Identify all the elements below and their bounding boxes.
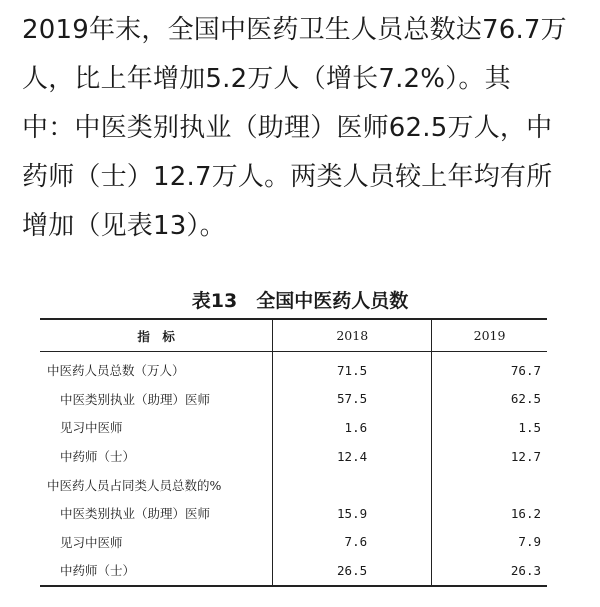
row-name: 中药师（士） xyxy=(60,449,136,465)
cell-2018: 1.6 xyxy=(273,413,432,442)
paragraph-line: 人，比上年增加5.2万人（增长7.2%）。其 xyxy=(22,64,511,94)
personnel-table-container xyxy=(40,318,547,587)
cell-2018: 15.9 xyxy=(273,499,432,528)
header-year-2018: 2018 xyxy=(273,319,432,352)
table-header-row xyxy=(40,319,547,352)
table-row xyxy=(40,470,547,499)
header-indicator: 指 标 xyxy=(137,328,175,344)
row-name: 见习中医师 xyxy=(60,420,123,436)
row-name: 见习中医师 xyxy=(60,534,123,550)
row-name: 中医药人员总数（万人） xyxy=(47,363,185,379)
cell-2019: 7.9 xyxy=(432,528,547,557)
cell-2018: 57.5 xyxy=(273,385,432,414)
cell-2019: 76.7 xyxy=(432,352,547,385)
cell-2018 xyxy=(273,470,432,499)
table-title: 表13 全国中医药人员数 xyxy=(191,290,409,312)
cell-2019: 16.2 xyxy=(432,499,547,528)
cell-2018: 7.6 xyxy=(273,528,432,557)
paragraph-line: 中：中医类别执业（助理）医师62.5万人，中 xyxy=(22,113,553,143)
table-row xyxy=(40,413,547,442)
cell-2019: 62.5 xyxy=(432,385,547,414)
summary-paragraph xyxy=(22,6,582,251)
cell-2018: 26.5 xyxy=(273,556,432,586)
cell-2019: 26.3 xyxy=(432,556,547,586)
row-name: 中医药人员占同类人员总数的% xyxy=(47,477,222,493)
cell-2019 xyxy=(432,470,547,499)
row-name: 中药师（士） xyxy=(60,563,136,579)
table-row xyxy=(40,556,547,586)
paragraph-line: 药师（士）12.7万人。两类人员较上年均有所 xyxy=(22,162,553,192)
table-row xyxy=(40,442,547,471)
paragraph-line: 增加（见表13）。 xyxy=(22,211,226,241)
table-row xyxy=(40,499,547,528)
table-row xyxy=(40,385,547,414)
cell-2019: 1.5 xyxy=(432,413,547,442)
header-year-2019: 2019 xyxy=(432,319,547,352)
cell-2018: 71.5 xyxy=(273,352,432,385)
cell-2018: 12.4 xyxy=(273,442,432,471)
cell-2019: 12.7 xyxy=(432,442,547,471)
table-row xyxy=(40,528,547,557)
personnel-table xyxy=(40,318,547,587)
table-row xyxy=(40,352,547,385)
row-name: 中医类别执业（助理）医师 xyxy=(60,506,211,522)
row-name: 中医类别执业（助理）医师 xyxy=(60,391,211,407)
paragraph-line: 2019年末，全国中医药卫生人员总数达76.7万 xyxy=(22,15,567,45)
